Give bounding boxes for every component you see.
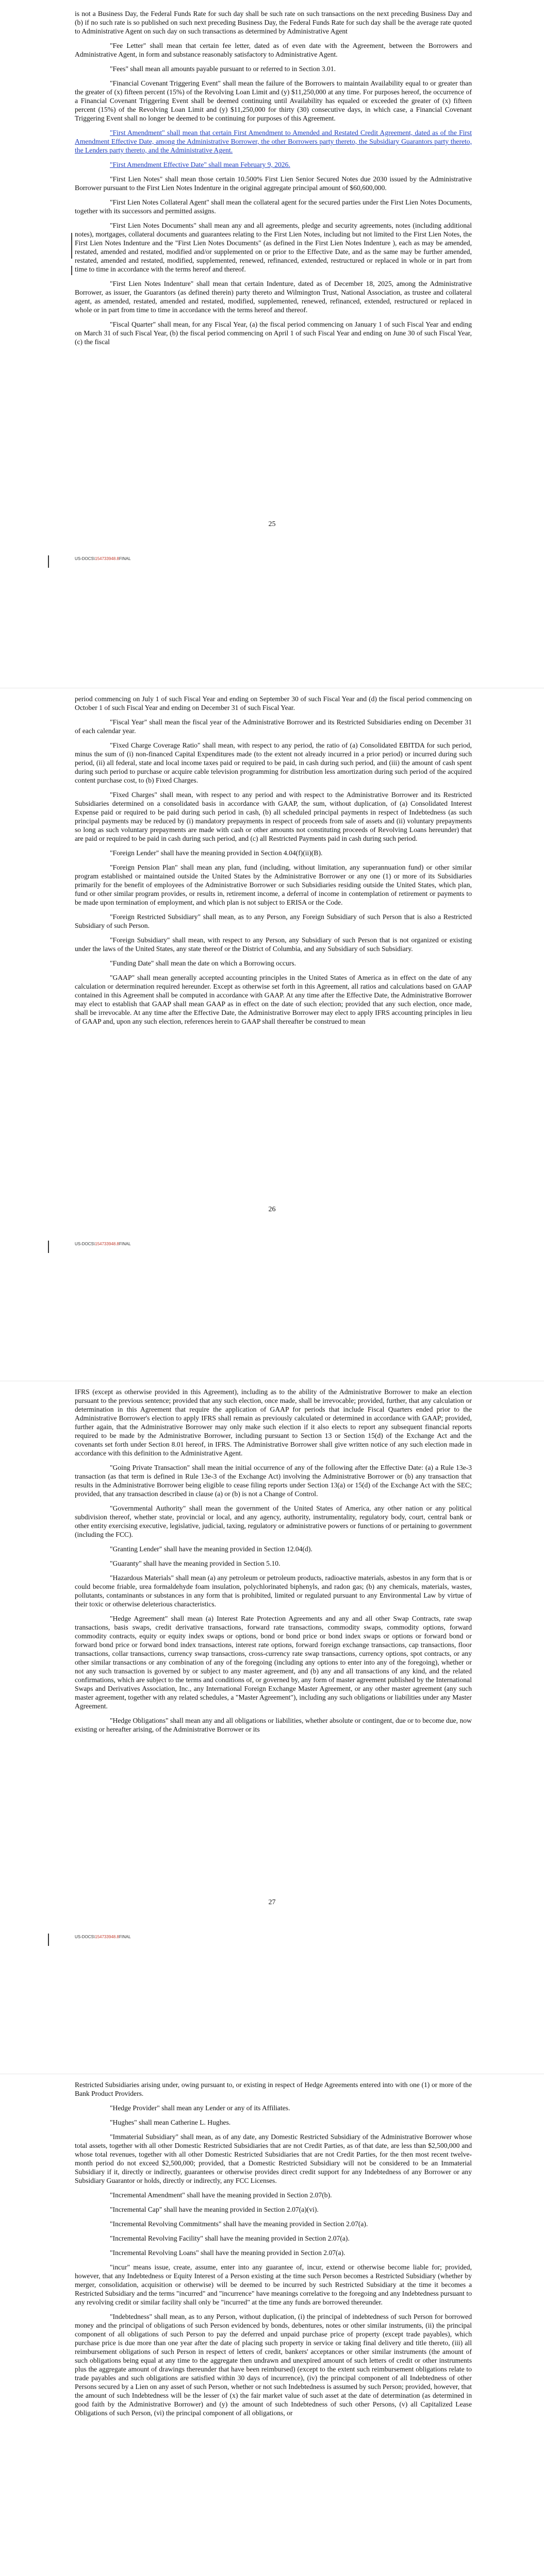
definition-first-lien-notes-indenture: "First Lien Notes Indenture" shall mean that certain Indenture, dated as of December 18, 2025, among the Administrative Borrower, as issuer, the Guarantors (as defined therein) party thereto and Wilmington Trust, National Association, as trustee and collateral agent, as amended, restated, amended and restated, modified, supplemented, renewed, refinanced, extended, restructured or replaced in whole or in part from time to time in accordance with the terms hereof and thereof. [75, 280, 472, 314]
page-number: 25 [268, 520, 276, 528]
definition-guaranty: "Guaranty" shall have the meaning provided in Section 5.10. [110, 1560, 281, 1567]
page-text [75, 9, 472, 352]
definition-fees: "Fees" shall mean all amounts payable pursuant to or referred to in Section 3.01. [110, 65, 336, 73]
paragraph: is not a Business Day, the Federal Funds Rate for such day shall be such rate on such transactions on the next preceding Business Day and (b) if no such rate is so published on such next preceding Business Day, the Federal Funds Rate for such day shall be the average rate quoted to Administrative Agent on such day on such transactions as determined by Administrative Agent [75, 10, 472, 35]
definition-hedge-provider: "Hedge Provider" shall mean any Lender or any of its Affiliates. [110, 2104, 290, 2112]
document-footer [75, 556, 131, 561]
definition-first-lien-notes-documents: "First Lien Notes Documents" shall mean any and all agreements, pledge and security agreements, notes (including additional notes), mortgages, collateral documents and guarantees relating to the First Lien Notes, including but not limited to the First Lien Notes, the First Lien Notes Indenture and the "First Lien Notes Documents" (as defined in the First Lien Notes Indenture ), each as may be amended, restated, amended and restated, modified and/or supplemented on or prior to the Effective Date, and as the same may be further amended, restated, amended and restated, modified, supplemented, renewed, refinanced, extended, restructured or replaced in whole or in part from time to time in accordance with the terms hereof and thereof. [75, 222, 472, 273]
footer-id: 154733948.8 [95, 1935, 119, 1939]
definition-foreign-lender: "Foreign Lender" shall have the meaning provided in Section 4.04(f)(ii)(B). [110, 849, 323, 857]
definition-hughes: "Hughes" shall mean Catherine L. Hughes. [110, 2119, 231, 2126]
definition-fixed-charge-coverage-ratio: "Fixed Charge Coverage Ratio" shall mean, with respect to any period, the ratio of (a) Consolidated EBITDA for such period, minus the sum of (i) non-financed Capital Expenditures made (to the extent not already incurred in a prior period) or incurred during such period, (ii) all federal, state and local income taxes paid or required to be paid, in cash during such period, and (iii) the amount of cash spent during such period to purchase or acquire cable television programming for distribution less amortization during such period of the acquired content purchase cost, to (b) Fixed Charges. [75, 741, 472, 784]
footer-suffix: FINAL [119, 1935, 131, 1939]
paragraph: Restricted Subsidiaries arising under, owing pursuant to, or existing in respect of Hedge Agreements entered into with one (1) or more of the Bank Product Providers. [75, 2081, 472, 2097]
page-text [75, 2080, 472, 2423]
definition-foreign-pension-plan: "Foreign Pension Plan" shall mean any plan, fund (including, without limitation, any superannuation fund) or other similar program established or maintained outside the United States by the Administrative Borrower or any one (1) or more of its Subsidiaries primarily for the benefit of employees of the Administrative Borrower or such Subsidiaries residing outside the United States, which plan, fund or other similar program provides, or results in, retirement income, a deferral of income in contemplation of retirement or payments to be made upon termination of employment, and which plan is not subject to ERISA or the Code. [75, 863, 472, 906]
page-number: 27 [268, 1899, 276, 1906]
document-footer [75, 1935, 131, 1939]
definition-incremental-amendment: "Incremental Amendment" shall have the meaning provided in Section 2.07(b). [110, 2191, 332, 2199]
change-bar [71, 266, 72, 275]
definition-funding-date: "Funding Date" shall mean the date on which a Borrowing occurs. [110, 959, 296, 967]
definition-fiscal-year: "Fiscal Year" shall mean the fiscal year of the Administrative Borrower and its Restricted Subsidiaries ending on December 31 of each calendar year. [75, 718, 472, 735]
definition-fee-letter: "Fee Letter" shall mean that certain fee letter, dated as of even date with the Agreement, between the Borrowers and Administrative Agent, in form and substance reasonably satisfactory to Administrative Agent. [75, 42, 472, 58]
paragraph: period commencing on July 1 of such Fiscal Year and ending on September 30 of such Fiscal Year and (d) the fiscal period commencing on October 1 of such Fiscal Year and ending on December 31 of such Fiscal Year. [75, 695, 472, 711]
footer-prefix: US-DOCS\ [75, 1242, 95, 1246]
definition-granting-lender: "Granting Lender" shall have the meaning provided in Section 12.04(d). [110, 1545, 312, 1553]
footer-prefix: US-DOCS\ [75, 1935, 95, 1939]
definition-going-private-transaction: "Going Private Transaction" shall mean the initial occurrence of any of the following after the Effective Date: (a) a Rule 13e-3 transaction (as that term is defined in Rule 13e-3 of the Exchange Act) involving the Administrative Borrower or (b) any transaction that results in the Administrative Borrower being eligible to cease filing reports under Section 13(a) or 15(d) of the Exchange Act with the SEC; provided, that any transaction described in clause (a) or (b) is not a Change of Control. [75, 1464, 472, 1498]
definition-incremental-cap: "Incremental Cap" shall have the meaning provided in Section 2.07(a)(vi). [110, 2206, 319, 2213]
definition-incur: "incur" means issue, create, assume, enter into any guarantee of, incur, extend or otherwise become liable for; provided, however, that any Indebtedness or Equity Interest of a Person existing at the time such Person becomes a Restricted Subsidiary (whether by merger, consolidation, acquisition or otherwise) will be deemed to be incurred by such Restricted Subsidiary at the time it becomes a Restricted Subsidiary and the terms "incurred" and "incurrence" have meanings correlative to the foregoing and any Indebtedness pursuant to any revolving credit or similar facility shall only be "incurred" at the time any funds are borrowed thereunder. [75, 2263, 472, 2306]
footer-suffix: FINAL [119, 1242, 131, 1246]
page-break-mark [48, 555, 49, 568]
definition-hedge-obligations: "Hedge Obligations" shall mean any and all obligations or liabilities, whether absolute or contingent, due or to become due, now existing or hereafter arising, of the Administrative Borrower or its [75, 1717, 472, 1733]
paragraph: IFRS (except as otherwise provided in this Agreement), including as to the ability of the Administrative Borrower to make an election pursuant to the previous sentence; provided that any such election, once made, shall be irrevocable; provided, further, that any calculation or determination in this Agreement that require the application of GAAP for periods that include Fiscal Quarters ended prior to the Administrative Borrower's election to apply IFRS shall remain as previously calculated or determined in accordance with GAAP; provided, further again, that the Administrative Borrower may only make such election if it also elects to report any subsequent financial reports required to be made by the Administrative Borrower, including pursuant to Section 13 or Section 15(d) of the Exchange Act and the covenants set forth under Section 8.01 hereof, in IFRS. The Administrative Borrower shall give written notice of any such election made in accordance with this definition to the Administrative Agent. [75, 1388, 472, 1457]
document-footer [75, 1242, 131, 1246]
definition-gaap: "GAAP" shall mean generally accepted accounting principles in the United States of America as in effect on the date of any calculation or determination required hereunder. Except as otherwise set forth in this Agreement, all ratios and calculations based on GAAP contained in this Agreement shall be computed in accordance with GAAP. At any time after the Effective Date, the Administrative Borrower may elect to establish that GAAP shall mean GAAP as in effect on the date of such election; provided that any such election, once made, shall be irrevocable. At any time after the Effective Date, the Administrative Borrower may elect to apply IFRS accounting principles in lieu of GAAP and, upon any such election, references herein to GAAP shall thereafter be construed to mean [75, 974, 472, 1025]
definition-fiscal-quarter: "Fiscal Quarter" shall mean, for any Fiscal Year, (a) the fiscal period commencing on January 1 of such Fiscal Year and ending on March 31 of such Fiscal Year, (b) the fiscal period commencing on April 1 of such Fiscal Year and ending on June 30 of such Fiscal Year, (c) the fiscal [75, 320, 472, 346]
definition-first-lien-notes: "First Lien Notes" shall mean those certain 10.500% First Lien Senior Secured Notes due 2030 issued by the Administrative Borrower pursuant to the First Lien Notes Indenture in the original aggregate principal amount of $60,600,000. [75, 175, 472, 192]
definition-foreign-restricted-subsidiary: "Foreign Restricted Subsidiary" shall mean, as to any Person, any Foreign Subsidiary of such Person that is also a Restricted Subsidiary of such Person. [75, 913, 472, 929]
page-break-mark [48, 1241, 49, 1253]
footer-id: 154733948.8 [95, 556, 119, 561]
definition-first-amendment: "First Amendment" shall mean that certain First Amendment to Amended and Restated Credit Agreement, dated as of the First Amendment Effective Date, among the Administrative Borrower, the other Borrowers party thereto, the Subsidiary Guarantors party thereto, the Lenders party thereto, and the Administrative Agent. [75, 129, 472, 154]
definition-incremental-revolving-commitments: "Incremental Revolving Commitments" shall have the meaning provided in Section 2.07(a). [110, 2220, 368, 2228]
definition-incremental-revolving-facility: "Incremental Revolving Facility" shall have the meaning provided in Section 2.07(a). [110, 2234, 350, 2242]
definition-first-amendment-effective-date: "First Amendment Effective Date" shall mean February 9, 2026. [110, 161, 290, 168]
definition-hazardous-materials: "Hazardous Materials" shall mean (a) any petroleum or petroleum products, radioactive materials, asbestos in any form that is or could become friable, urea formaldehyde foam insulation, polychlorinated biphenyls, and radon gas; (b) any chemicals, materials, wastes, pollutants, contaminants or substances in any form that is prohibited, limited or regulated pursuant to any Environmental Law by virtue of their toxic or otherwise deleterious characteristics. [75, 1574, 472, 1608]
definition-incremental-revolving-loans: "Incremental Revolving Loans" shall have the meaning provided in Section 2.07(a). [110, 2249, 345, 2257]
page-text [75, 694, 472, 1031]
definition-hedge-agreement: "Hedge Agreement" shall mean (a) Interest Rate Protection Agreements and any and all other Swap Contracts, rate swap transactions, basis swaps, credit derivative transactions, forward rate transactions, commodity swaps, commodity options, forward commodity contracts, equity or equity index swaps or options, bond or bond price or bond index swaps or options or forward bond or forward bond price or forward bond index transactions, interest rate options, forward foreign exchange transactions, cap transactions, floor transactions, collar transactions, currency swap transactions, cross-currency rate swap transactions, currency options, spot contracts, or any other similar transactions or any combination of any of the foregoing (including any options to enter into any of the foregoing), whether or not any such transaction is governed by or subject to any master agreement, and (b) any and all transactions of any kind, and the related confirmations, which are subject to the terms and conditions of, or governed by, any form of master agreement published by the International Swaps and Derivatives Association, Inc., any International Foreign Exchange Master Agreement, or any other master agreement (any such master agreement, together with any related schedules, a "Master Agreement"), including any such obligations or liabilities under any Master Agreement. [75, 1615, 472, 1710]
footer-id: 154733948.8 [95, 1242, 119, 1246]
definition-financial-covenant-triggering-event: "Financial Covenant Triggering Event" shall mean the failure of the Borrowers to maintain Availability equal to or greater than the greater of (x) fifteen percent (15%) of the Revolving Loan Limit and (y) $11,250,000 at any time. For purposes hereof, the occurrence of a Financial Covenant Triggering Event shall be deemed continuing until Availability has equaled or exceeded the greater of (x) fifteen percent (15%) of the Revolving Loan Limit and (y) $11,250,000 for thirty (30) consecutive days, in which case, a Financial Covenant Triggering Event shall no longer be deemed to be continuing for purposes of this Agreement. [75, 79, 472, 122]
definition-immaterial-subsidiary: "Immaterial Subsidiary" shall mean, as of any date, any Domestic Restricted Subsidiary of the Administrative Borrower whose total assets, together with all other Domestic Restricted Subsidiaries that are not Credit Parties, as of that date, are less than $2,500,000 and whose total revenues, together with all other Domestic Restricted Subsidiaries that are not Credit Parties, for the then most recent twelve-month period do not exceed $2,500,000; provided, that a Domestic Restricted Subsidiary will not be considered to be an Immaterial Subsidiary if it, directly or indirectly, guarantees or otherwise provides direct credit support for any Indebtedness of any Borrower or any Subsidiary Guarantor or holds, directly or indirectly, any FCC Licenses. [75, 2133, 472, 2184]
definition-first-lien-notes-collateral-agent: "First Lien Notes Collateral Agent" shall mean the collateral agent for the secured parties under the First Lien Notes Documents, together with its successors and permitted assigns. [75, 198, 472, 215]
change-bar [71, 233, 72, 259]
footer-suffix: FINAL [119, 556, 131, 561]
definition-foreign-subsidiary: "Foreign Subsidiary" shall mean, with respect to any Person, any Subsidiary of such Person that is not organized or existing under the laws of the United States, any state thereof or the District of Columbia, and any Subsidiary of such Subsidiary. [75, 936, 472, 953]
definition-indebtedness: "Indebtedness" shall mean, as to any Person, without duplication, (i) the principal of indebtedness of such Person for borrowed money and the principal of obligations of such Person evidenced by bonds, debentures, notes or other similar instruments, (ii) the principal component of all obligations of such Person to pay the deferred and unpaid purchase price of property (except trade payables), which purchase price is due more than one year after the date of placing such property in service or taking final delivery and title thereto, (iii) all reimbursement obligations of such Person in respect of letters of credit, bankers' acceptances or other similar instruments (the amount of such obligations being equal at any time to the aggregate then undrawn and unexpired amount of such letters of credit or other instruments plus the aggregate amount of drawings thereunder that have been reimbursed) (except to the extent such reimbursement obligations relate to trade payables and such obligations are satisfied within 30 days of incurrence), (iv) the principal component of all Indebtedness of other Persons secured by a Lien on any asset of such Person, whether or not such Indebtedness is assumed by such Person; provided, however, that the amount of such Indebtedness will be the lesser of (x) the fair market value of such asset at the date of determination (as determined in good faith by the Administrative Borrower) and (y) the amount of such Indebtedness of such other Persons, (v) all Capitalized Lease Obligations of such Person, (vi) the principal component of all obligations, or [75, 2313, 472, 2417]
definition-fixed-charges: "Fixed Charges" shall mean, with respect to any period and with respect to the Administrative Borrower and its Restricted Subsidiaries determined on a consolidated basis in accordance with GAAP, the sum, without duplication, of (a) Consolidated Interest Expense paid or required to be paid during such period in cash, (b) all scheduled principal payments in respect of Indebtedness (as such principal payments may be reduced by (i) mandatory prepayments in respect of proceeds from sale of assets and (ii) voluntary prepayments so long as such voluntary prepayments are made with cash or other amounts not constituting proceeds of Revolving Loans hereunder) that are paid or required to be paid in cash during such period, and (c) all Restricted Payments paid in cash during such period. [75, 791, 472, 842]
page-break-mark [48, 1934, 49, 1946]
page-number: 26 [268, 1206, 276, 1213]
page-text [75, 1387, 472, 1739]
definition-governmental-authority: "Governmental Authority" shall mean the government of the United States of America, any other nation or any political subdivision thereof, whether state, provincial or local, and any agency, authority, instrumentality, regulatory body, court, central bank or other entity exercising executive, legislative, judicial, taxing, regulatory or administrative powers or functions of or pertaining to government (including the FCC). [75, 1504, 472, 1538]
footer-prefix: US-DOCS\ [75, 556, 95, 561]
